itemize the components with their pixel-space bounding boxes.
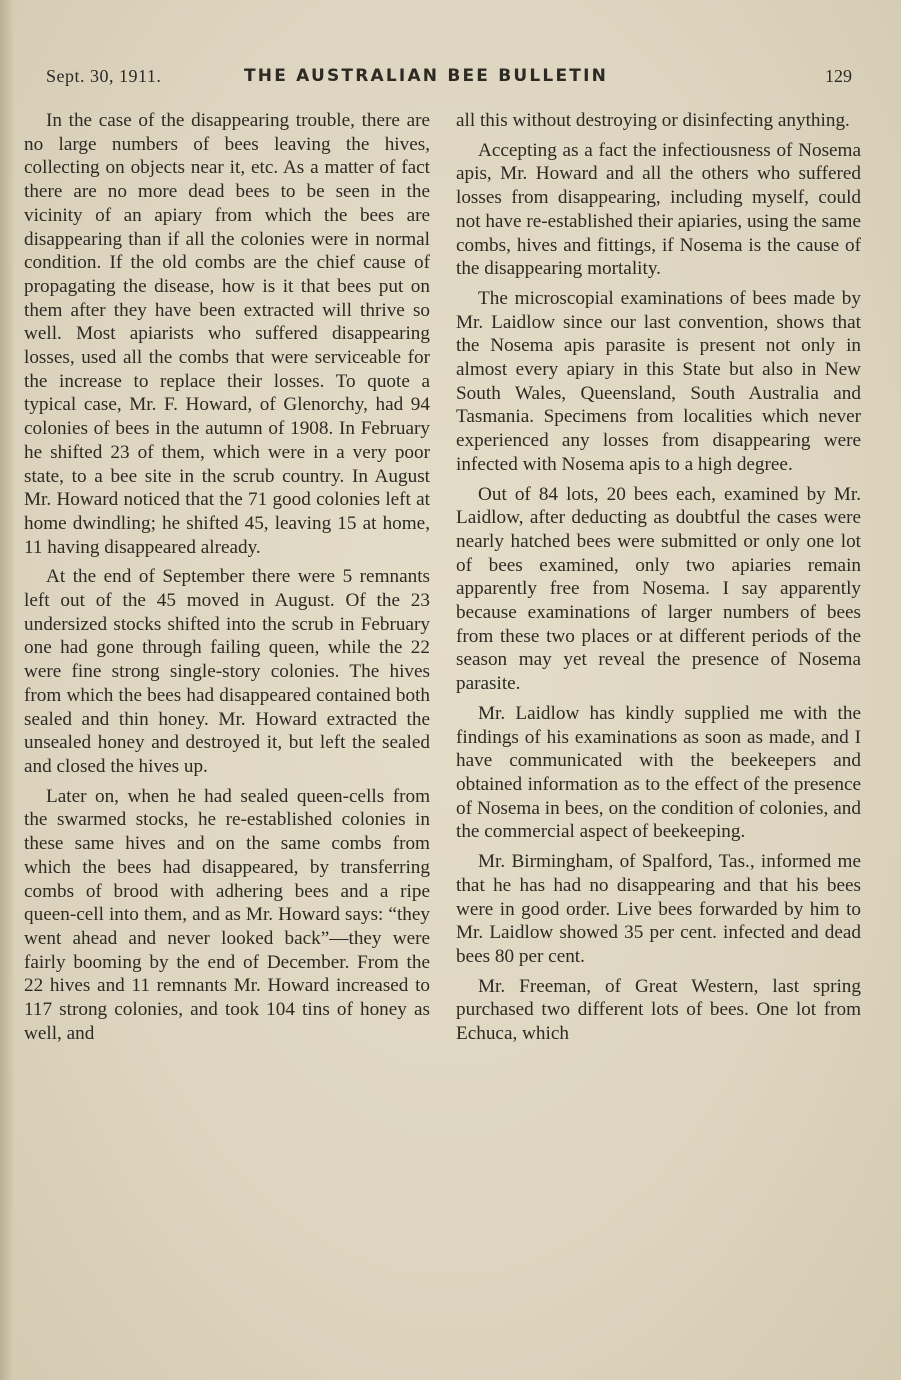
right-paragraph-7: Mr. Freeman, of Great Western, last spring purchased two different lots of bees. One lot from Echuca, which (456, 975, 861, 1045)
right-paragraph-3: The microscopial examinations of bees made by Mr. Laidlow since our last convention, shows that the Nosema apis parasite is present not only in almost every apiary in this State but also in New South Wales, Queensland, South Australia and Tasmania. Specimens from localities which never experienced any losses from disappearing were infected with Nosema apis to a high degree. (456, 287, 861, 475)
right-paragraph-5: Mr. Laidlow has kindly supplied me with the findings of his examinations as soon as made, and I have communicated with the beekeepers and obtained information as to the effect of the presence of Nosema in bees, on the condition of colonies, and the commercial aspect of beekeeping. (456, 702, 861, 843)
right-paragraph-4: Out of 84 lots, 20 bees each, examined by Mr. Laidlow, after deducting as doubtful the cases were nearly hatched bees were submitted or only one lot of bees examined, only two apiaries remain apparently free from Nosema. I say apparently because examinations of larger numbers of bees from these two places or at different periods of the season may yet reveal the presence of Nosema parasite. (456, 483, 861, 695)
running-header (46, 66, 852, 94)
left-paragraph-1: In the case of the disappearing trouble, there are no large numbers of bees leaving the hives, collecting on objects near it, etc. As a matter of fact there are no more dead bees to be seen in the vicinity of an apiary from which the bees are disappearing than if all the colonies were in normal condition. If the old combs are the chief cause of propagating the disease, how is it that bees put on them after they have been extracted will thrive so well. Most apiarists who suffered disappearing losses, used all the combs that were serviceable for the increase to replace their losses. To quote a typical case, Mr. F. Howard, of Glenorchy, had 94 colonies of bees in the autumn of 1908. In February he shifted 23 of them, which were in a very poor state, to a bee site in the scrub country. In August Mr. Howard noticed that the 71 good colonies left at home dwindling; he shifted 45, leaving 15 at home, 11 having disappeared already. (24, 110, 430, 558)
right-paragraph-6: Mr. Birmingham, of Spalford, Tas., informed me that he has had no disappearing and that his bees were in good order. Live bees forwarded by him to Mr. Laidlow showed 35 per cent. infected and dead bees 80 per cent. (456, 851, 861, 967)
header-date: Sept. 30, 1911. (46, 66, 162, 86)
page-number: 129 (825, 66, 852, 86)
right-column (456, 109, 861, 1052)
binding-edge (0, 0, 14, 1380)
left-column (24, 109, 430, 1051)
right-paragraph-2: Accepting as a fact the infectiousness of Nosema apis, Mr. Howard and all the others who suffered losses from disappearing, including myself, could not have re-established their apiaries, using the same combs, hives and fittings, if Nosema is the cause of the disappearing mortality. (456, 139, 861, 280)
left-paragraph-3: Later on, when he had sealed queen-cells from the swarmed stocks, he re-established colonies in these same hives and on the same combs from which the bees had disappeared, by transferring combs of brood with adhering bees and a ripe queen-cell into them, and as Mr. Howard says: “they went ahead and never looked back”—they were fairly booming by the end of December. From the 22 hives and 11 remnants Mr. Howard increased to 117 strong colonies, and took 104 tins of honey as well, and (24, 785, 430, 1044)
right-paragraph-1: all this without destroying or disinfecting anything. (456, 110, 850, 131)
header-title: THE AUSTRALIAN BEE BULLETIN (244, 66, 609, 86)
left-paragraph-2: At the end of September there were 5 remnants left out of the 45 moved in August. Of the 23 undersized stocks shifted into the scrub in February one had gone through failing queen, while the 22 were fine strong single-story colonies. The hives from which the bees had disappeared contained both sealed and thin honey. Mr. Howard extracted the unsealed honey and destroyed it, but left the sealed and closed the hives up. (24, 566, 430, 777)
